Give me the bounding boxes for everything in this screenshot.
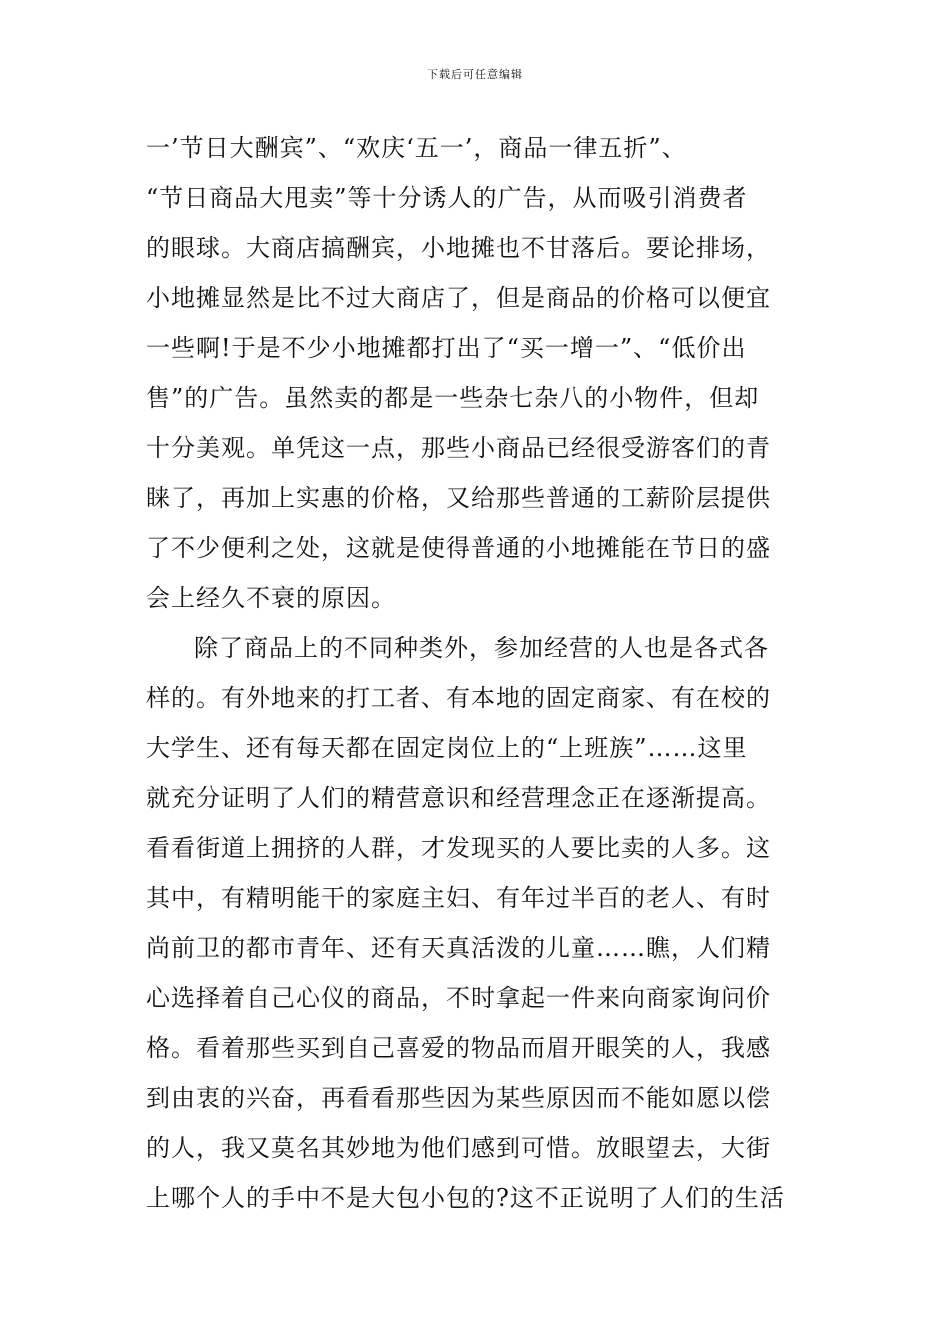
body-line: 会上经久不衰的原因。: [146, 584, 396, 612]
body-line: 一些啊!于是不少小地摊都打出了“买一增一”、“低价出: [146, 334, 747, 362]
paragraph-first-line: 除了商品上的不同种类外，参加经营的人也是各式各: [194, 634, 769, 662]
body-line: 的眼球。大商店搞酬宾，小地摊也不甘落后。要论排场，: [146, 234, 771, 262]
body-line: 心选择着自己心仪的商品，不时拿起一件来向商家询问价: [146, 984, 771, 1012]
body-line: 了不少便利之处，这就是使得普通的小地摊能在节日的盛: [146, 534, 771, 562]
body-line: 到由衷的兴奋，再看看那些因为某些原因而不能如愿以偿: [146, 1084, 771, 1112]
body-line: 小地摊显然是比不过大商店了，但是商品的价格可以便宜: [146, 284, 771, 312]
body-line: 上哪个人的手中不是大包小包的?这不正说明了人们的生活: [146, 1184, 785, 1212]
body-line: 样的。有外地来的打工者、有本地的固定商家、有在校的: [146, 684, 771, 712]
body-line: 大学生、还有每天都在固定岗位上的“上班族”……这里: [146, 734, 748, 762]
body-line: 看看街道上拥挤的人群，才发现买的人要比卖的人多。这: [146, 834, 771, 862]
body-line: 十分美观。单凭这一点，那些小商品已经很受游客们的青: [146, 434, 771, 462]
body-line: 售”的广告。虽然卖的都是一些杂七杂八的小物件，但却: [146, 384, 760, 412]
header-note: 下载后可任意编辑: [427, 68, 523, 81]
body-line: 睐了，再加上实惠的价格，又给那些普通的工薪阶层提供: [146, 484, 771, 512]
body-line: 尚前卫的都市青年、还有天真活泼的儿童……瞧，人们精: [146, 934, 771, 962]
body-line: 其中，有精明能干的家庭主妇、有年过半百的老人、有时: [146, 884, 771, 912]
body-line: “节日商品大甩卖”等十分诱人的广告，从而吸引消费者: [146, 184, 748, 212]
body-line: 格。看着那些买到自己喜爱的物品而眉开眼笑的人，我感: [146, 1034, 771, 1062]
body-line: 一’节日大酬宾”、“欢庆‘五一’，商品一律五折”、: [146, 134, 687, 162]
body-line: 就充分证明了人们的精营意识和经营理念正在逐渐提高。: [146, 784, 771, 812]
body-line: 的人，我又莫名其妙地为他们感到可惜。放眼望去，大街: [146, 1134, 771, 1162]
